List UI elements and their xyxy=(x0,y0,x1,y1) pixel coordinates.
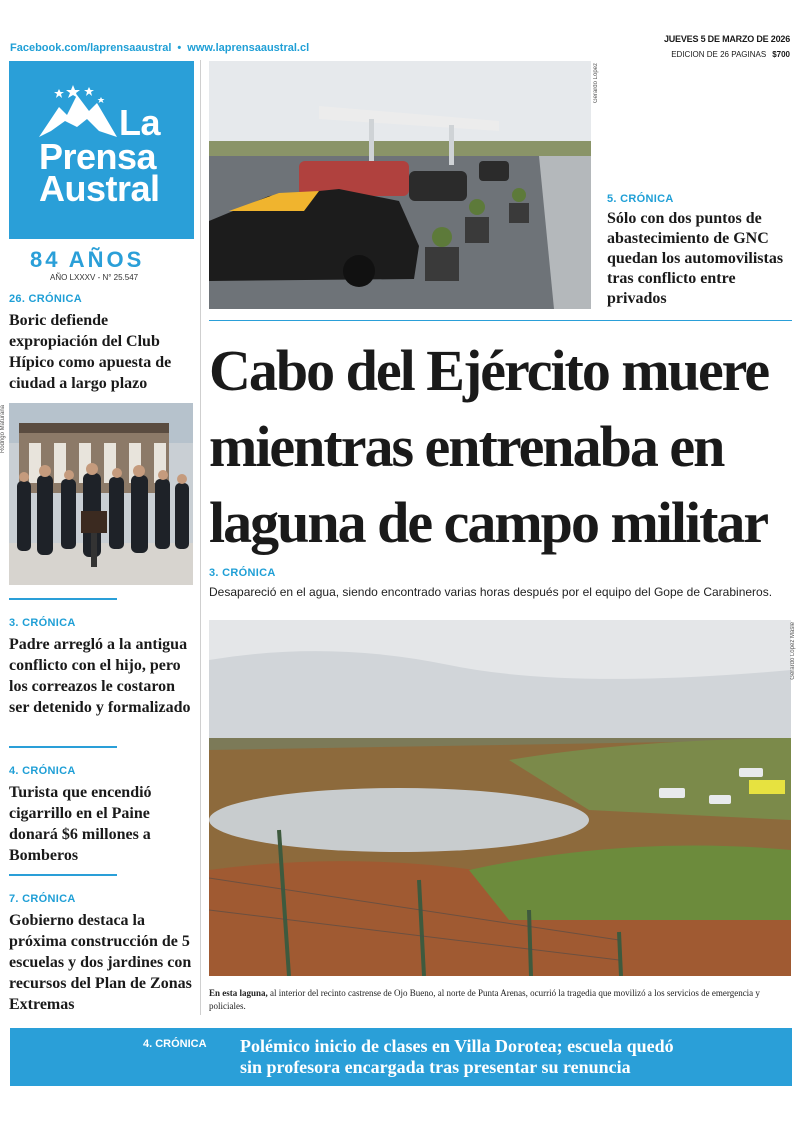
bottom-banner[interactable] xyxy=(10,1028,792,1086)
boric-press-photo xyxy=(9,403,193,585)
logo-word-austral: Austral xyxy=(39,168,160,209)
price: $700 xyxy=(772,50,790,59)
main-story-kicker[interactable]: 3. CRÓNICA xyxy=(209,567,276,579)
story1-kicker[interactable]: 26. CRÓNICA xyxy=(9,293,82,305)
divider xyxy=(9,746,117,748)
lagoon-photo xyxy=(209,620,791,976)
issue-date: JUEVES 5 DE MARZO DE 2026 xyxy=(663,34,790,44)
edition-info xyxy=(671,50,790,59)
anniversary-years: 84 AÑOS xyxy=(30,247,145,272)
caption-text: al interior del recinto castrense de Ojo Bueno, al norte de Punta Arenas, ocurrió la tragedia que movilizó a los servicios de emergencia y policiales. xyxy=(209,988,760,1011)
gas-station-photo xyxy=(209,61,591,309)
photo-caption xyxy=(209,987,789,1013)
facebook-link[interactable]: Facebook.com/laprensaaustral xyxy=(10,42,172,54)
newspaper-logo xyxy=(9,61,194,239)
story3-kicker[interactable]: 4. CRÓNICA xyxy=(9,765,76,777)
divider xyxy=(9,874,117,876)
story2-kicker[interactable]: 3. CRÓNICA xyxy=(9,617,76,629)
top-story-headline[interactable]: Sólo con dos puntos de abastecimiento de GNC quedan los automovilistas tras conflicto entre privados xyxy=(607,210,784,307)
banner-kicker[interactable]: 4. CRÓNICA xyxy=(143,1038,207,1050)
caption-lead: En esta laguna, xyxy=(209,988,268,998)
mountain-logo-icon xyxy=(37,81,119,139)
main-headline[interactable]: Cabo del Ejército muere mientras entrenaba en laguna de campo militar xyxy=(209,338,769,555)
volume-number: AÑO LXXXV - N° 25.547 xyxy=(50,273,139,282)
photo1-credit: Rodrigo Maturana xyxy=(0,405,6,454)
story4-headline[interactable]: Gobierno destaca la próxima construcción de 5 escuelas y dos jardines con recursos del Plan de Zonas Extremas xyxy=(9,912,192,1013)
main-photo-credit: Gerardo López Masle xyxy=(790,622,796,680)
separator: • xyxy=(177,42,182,54)
logo-word-la: La xyxy=(119,102,161,143)
edition-pages: EDICION DE 26 PAGINAS xyxy=(671,50,767,59)
story3-headline[interactable]: Turista que encendió cigarrillo en el Paine donará $6 millones a Bomberos xyxy=(9,784,152,864)
column-divider xyxy=(200,60,201,1015)
divider xyxy=(9,598,117,600)
top-photo-credit: Gerardo López xyxy=(593,63,599,104)
logo-word-prensa: Prensa xyxy=(39,136,157,177)
social-links xyxy=(10,42,309,54)
main-story-lead: Desapareció en el agua, siendo encontrado varias horas después por el equipo del Gope de Carabineros. xyxy=(209,585,773,599)
story4-kicker[interactable]: 7. CRÓNICA xyxy=(9,893,76,905)
story2-headline[interactable]: Padre arregló a la antigua conflicto con el hijo, pero los correazos le costaron ser detenido y formalizado xyxy=(9,636,191,716)
story1-headline[interactable]: Boric defiende expropiación del Club Hípico como apuesta de ciudad a largo plazo xyxy=(9,312,172,392)
website-link[interactable]: www.laprensaaustral.cl xyxy=(187,42,310,54)
divider xyxy=(209,320,792,321)
banner-headline[interactable]: Polémico inicio de clases en Villa Dorotea; escuela quedó sin profesora encargada tras presentar su renuncia xyxy=(240,1036,674,1077)
top-story-kicker[interactable]: 5. CRÓNICA xyxy=(607,193,674,205)
